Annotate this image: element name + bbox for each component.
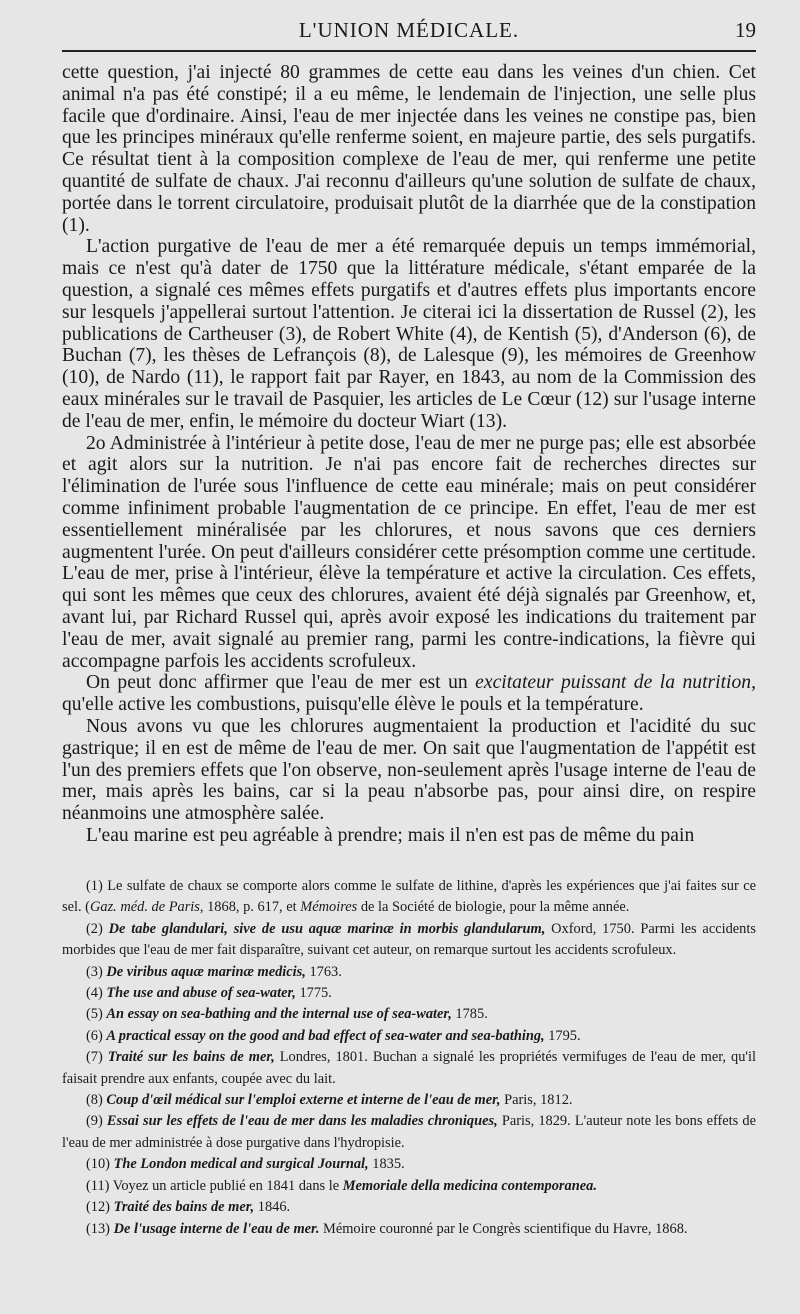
paragraph-3: 2o Administrée à l'intérieur à petite dose, l'eau de mer ne purge pas; elle est absorbée et agit alors sur la nutrition. Je n'ai pas encore fait de recherches directes sur l'élimination de l'urée sous l'influence de cette eau minérale; mais on peut considérer comme infiniment probable l'augmentation de ce principe. En effet, l'eau de mer est essentiellement minéralisée par les chlorures, et nous savons que ces derniers augmentent l'urée. On peut d'ailleurs considérer cette présomption comme une certitude. L'eau de mer, prise à l'intérieur, élève la température et active la circulation. Ces effets, qui sont les mêmes que ceux des chlorures, avaient été déjà signalés par Greenhow, et, avant lui, par Richard Russel qui, après avoir exposé les indications du traitement par l'eau de mer, avait signalé au premier rang, parmi les contre-indications, la fièvre qui accompagne parfois les accidents scrofuleux.: [62, 432, 756, 672]
footnote-5-title: An essay on sea-bathing and the internal use of sea-water,: [106, 1006, 452, 1023]
footnote-7-number: (7): [86, 1049, 108, 1066]
footnote-1-text-c: de la Société de biologie, pour la même année.: [357, 899, 630, 916]
footnote-10-title: The London medical and surgical Journal,: [113, 1156, 369, 1173]
footnote-2-number: (2): [86, 920, 109, 937]
footnote-13-number: (13): [86, 1220, 114, 1237]
footnote-13-text: Mémoire couronné par le Congrès scientifique du Havre, 1868.: [319, 1220, 688, 1237]
footnote-5: [62, 1004, 756, 1025]
main-text: [62, 62, 756, 847]
footnote-10: [62, 1154, 756, 1175]
header-rule: [62, 50, 756, 52]
footnote-8-number: (8): [86, 1092, 107, 1109]
footnote-1: [62, 876, 756, 919]
footnote-7: [62, 1047, 756, 1090]
footnote-6: [62, 1026, 756, 1047]
footnote-3: [62, 962, 756, 983]
footnote-9-number: (9): [86, 1113, 107, 1130]
footnote-2-text: Oxford, 1750. Parmi les accidents morbides que l'eau de mer fait disparaître, suivant cet auteur, on remarque surtout les accidents scrofuleux.: [62, 920, 756, 959]
footnote-5-number: (5): [86, 1006, 107, 1023]
footnote-11-title: Memoriale della medicina contemporanea.: [342, 1177, 597, 1194]
footnote-6-number: (6): [86, 1027, 107, 1044]
footnote-2: [62, 919, 756, 962]
footnote-9-text: Paris, 1829. L'auteur note les bons effets de l'eau de mer administrée à dose purgative dans l'hydropisie.: [62, 1113, 756, 1151]
footnote-1-text-a: (1) Le sulfate de chaux se comporte alors comme le sulfate de lithine, d'après les expériences que j'ai faites sur ce sel. (: [62, 878, 756, 916]
footnote-9-title: Essai sur les effets de l'eau de mer dans les maladies chroniques,: [106, 1113, 498, 1130]
footnote-6-title: A practical essay on the good and bad effect of sea-water and sea-bathing,: [106, 1027, 545, 1044]
footnote-1-source: Gaz. méd. de Paris: [89, 899, 200, 916]
page-number: 19: [735, 18, 756, 42]
footnote-7-text: Londres, 1801. Buchan a signalé les propriétés vermifuges de l'eau de mer, qu'il faisait prendre aux enfants, coupée avec du lait.: [62, 1049, 756, 1087]
footnote-3-title: De viribus aquæ marinæ medicis,: [106, 963, 306, 980]
footnote-1-text-b: , 1868, p. 617, et: [199, 899, 301, 916]
footnote-10-text: 1835.: [368, 1156, 405, 1173]
footnote-5-text: 1785.: [451, 1006, 488, 1023]
footnote-1-source-2: Mémoires: [300, 899, 358, 916]
footnote-12-number: (12): [86, 1199, 114, 1216]
footnote-13: [62, 1219, 756, 1240]
footnotes: [62, 876, 756, 1240]
footnote-9: [62, 1111, 756, 1154]
footnote-12-title: Traité des bains de mer,: [113, 1199, 255, 1216]
paragraph-1: cette question, j'ai injecté 80 grammes de cette eau dans les veines d'un chien. Cet animal n'a pas été constipé; il a eu même, le lendemain de l'injection, une selle plus facile que d'ordinaire. Ainsi, l'eau de mer injectée dans les veines ne constipe pas, bien que les principes minéraux qu'elle renferme soient, en majeure partie, des sels purgatifs. Ce résultat tient à la composition complexe de l'eau de mer, qui renferme une petite quantité de sulfate de chaux. J'ai reconnu d'ailleurs qu'une solution de sulfate de chaux, portée dans le torrent circulatoire, produisait plutôt de la diarrhée que de la constipation (1).: [62, 62, 756, 236]
footnote-11: [62, 1176, 756, 1197]
paragraph-4: [62, 672, 756, 716]
footnote-3-text: 1763.: [305, 963, 342, 980]
footnote-11-text: (11) Voyez un article publié en 1841 dans le: [86, 1177, 343, 1194]
paragraph-2: L'action purgative de l'eau de mer a été remarquée depuis un temps immémorial, mais ce n'est qu'à dater de 1750 que la littérature médicale, s'étant emparée de la question, a signalé ces mêmes effets purgatifs et d'autres effets plus importants encore sur lesquels j'appellerai surtout l'attention. Je citerai ici la dissertation de Russel (2), les publications de Cartheuser (3), de Robert White (4), de Kentish (5), d'Anderson (6), de Buchan (7), les thèses de Lefrançois (8), de Lalesque (9), les mémoires de Greenhow (10), de Nardo (11), le rapport fait par Rayer, en 1843, au nom de la Commission des eaux minérales sur le travail de Pasquier, les articles de Le Cœur (12) sur l'usage interne de l'eau de mer, enfin, le mémoire du docteur Wiart (13).: [62, 236, 756, 432]
footnote-8-title: Coup d'œil médical sur l'emploi externe et interne de l'eau de mer,: [106, 1092, 501, 1109]
footnote-8-text: Paris, 1812.: [500, 1092, 573, 1109]
footnote-8: [62, 1090, 756, 1111]
paragraph-6: L'eau marine est peu agréable à prendre; mais il n'en est pas de même du pain: [86, 824, 695, 846]
page-header: [62, 0, 756, 48]
footnote-7-title: Traité sur les bains de mer,: [107, 1049, 275, 1066]
footnote-13-title: De l'usage interne de l'eau de mer.: [113, 1220, 320, 1237]
paragraph-4-text-b: qu'elle active les combustions, puisqu'elle élève le pouls et la température.: [62, 694, 644, 716]
paragraph-5: Nous avons vu que les chlorures augmentaient la production et l'acidité du suc gastrique; il en est de même de l'eau de mer. On sait que l'augmentation de l'appétit est l'un des premiers effets que l'on observe, non-seulement après l'usage interne de l'eau de mer, mais après les bains, car si la peau n'absorbe pas, pour ainsi dire, on respire néanmoins une atmosphère salée.: [62, 715, 756, 825]
footnote-2-title: De tabe glandulari, sive de usu aquæ marinæ in morbis glandularum,: [108, 920, 546, 937]
running-title: L'UNION MÉDICALE.: [298, 18, 520, 42]
footnote-6-text: 1795.: [544, 1027, 581, 1044]
footnote-12: [62, 1197, 756, 1218]
footnote-4-number: (4): [86, 985, 107, 1002]
footnote-4-title: The use and abuse of sea-water,: [106, 985, 296, 1002]
footnote-4-text: 1775.: [295, 985, 332, 1002]
footnote-12-text: 1846.: [254, 1199, 291, 1216]
paragraph-4-emphasis: excitateur puissant de la nutrition,: [475, 672, 756, 694]
footnote-4: [62, 983, 756, 1004]
footnote-3-number: (3): [86, 963, 107, 980]
footnote-10-number: (10): [86, 1156, 114, 1173]
paragraph-4-text-a: On peut donc affirmer que l'eau de mer est un: [86, 672, 476, 694]
